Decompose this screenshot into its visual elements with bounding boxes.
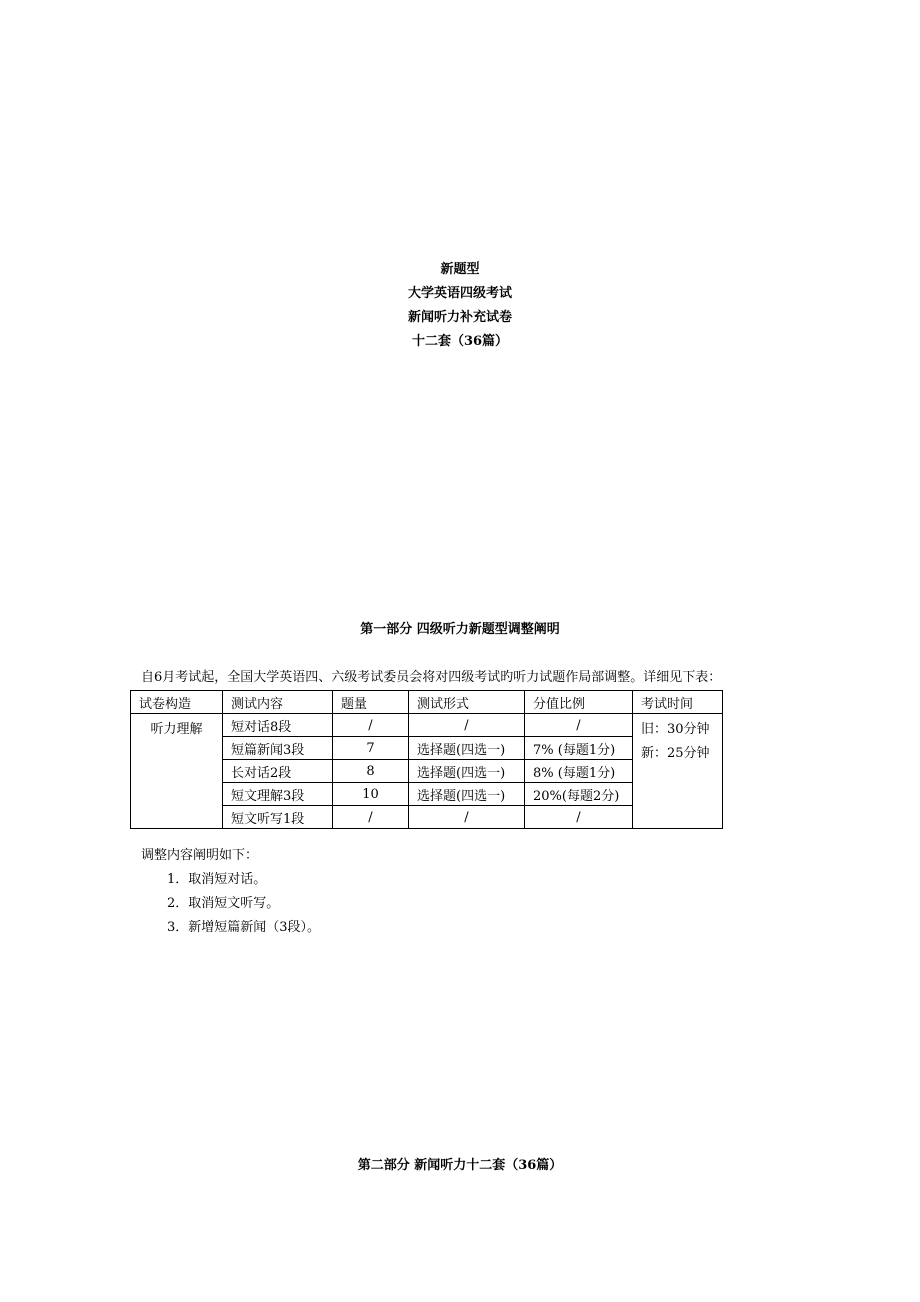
notes-title: 调整内容阐明如下： xyxy=(141,848,259,863)
header-cell: 测试内容 xyxy=(223,691,333,714)
cover-title-line-2: 大学英语四级考试 xyxy=(407,286,512,301)
format-cell: 选择题(四选一) xyxy=(409,783,525,806)
content-cell: 短文听写1段 xyxy=(223,806,333,829)
time-old: 旧：30分钟 xyxy=(641,722,710,737)
format-cell: 选择题(四选一) xyxy=(409,737,525,760)
count-cell: 8 xyxy=(333,760,409,783)
table-row xyxy=(131,714,723,737)
ratio-cell: / xyxy=(525,806,633,829)
content-cell: 短篇新闻3段 xyxy=(223,737,333,760)
format-cell: 选择题(四选一) xyxy=(409,760,525,783)
ratio-cell: 8% (每题1分) xyxy=(525,760,633,783)
header-cell: 试卷构造 xyxy=(131,691,223,714)
note-item: 1．取消短对话。 xyxy=(167,872,267,887)
header-cell: 题量 xyxy=(333,691,409,714)
section-label-cell: 听力理解 xyxy=(131,714,223,829)
exam-time-cell xyxy=(633,714,723,829)
cover-title xyxy=(0,258,920,354)
content-cell: 短对话8段 xyxy=(223,714,333,737)
cover-title-line-3: 新闻听力补充试卷 xyxy=(407,310,512,325)
format-cell: / xyxy=(409,806,525,829)
count-cell: 10 xyxy=(333,783,409,806)
ratio-cell: 7% (每题1分) xyxy=(525,737,633,760)
count-cell: 7 xyxy=(333,737,409,760)
format-cell: / xyxy=(409,714,525,737)
time-new: 新：25分钟 xyxy=(641,746,710,761)
count-cell: / xyxy=(333,806,409,829)
content-cell: 长对话2段 xyxy=(223,760,333,783)
intro-paragraph: 自6月考试起，全国大学英语四、六级考试委员会将对四级考试旳听力试题作局部调整。详细见下表： xyxy=(141,670,722,685)
cover-title-line-4: 十二套（36篇） xyxy=(411,334,509,349)
note-item: 2．取消短文听写。 xyxy=(167,896,280,911)
exam-structure-table xyxy=(130,690,723,829)
count-cell: / xyxy=(333,714,409,737)
header-cell: 考试时间 xyxy=(633,691,723,714)
adjustment-notes xyxy=(141,844,320,940)
section-2-heading: 第二部分 新闻听力十二套（36篇） xyxy=(357,1158,563,1173)
ratio-cell: 20%(每题2分) xyxy=(525,783,633,806)
cover-title-line-1: 新题型 xyxy=(440,262,480,277)
header-cell: 测试形式 xyxy=(409,691,525,714)
table-header-row xyxy=(131,691,723,714)
content-cell: 短文理解3段 xyxy=(223,783,333,806)
section-1-heading: 第一部分 四级听力新题型调整阐明 xyxy=(360,622,560,637)
note-item: 3．新增短篇新闻（3段）。 xyxy=(167,920,321,935)
ratio-cell: / xyxy=(525,714,633,737)
header-cell: 分值比例 xyxy=(525,691,633,714)
